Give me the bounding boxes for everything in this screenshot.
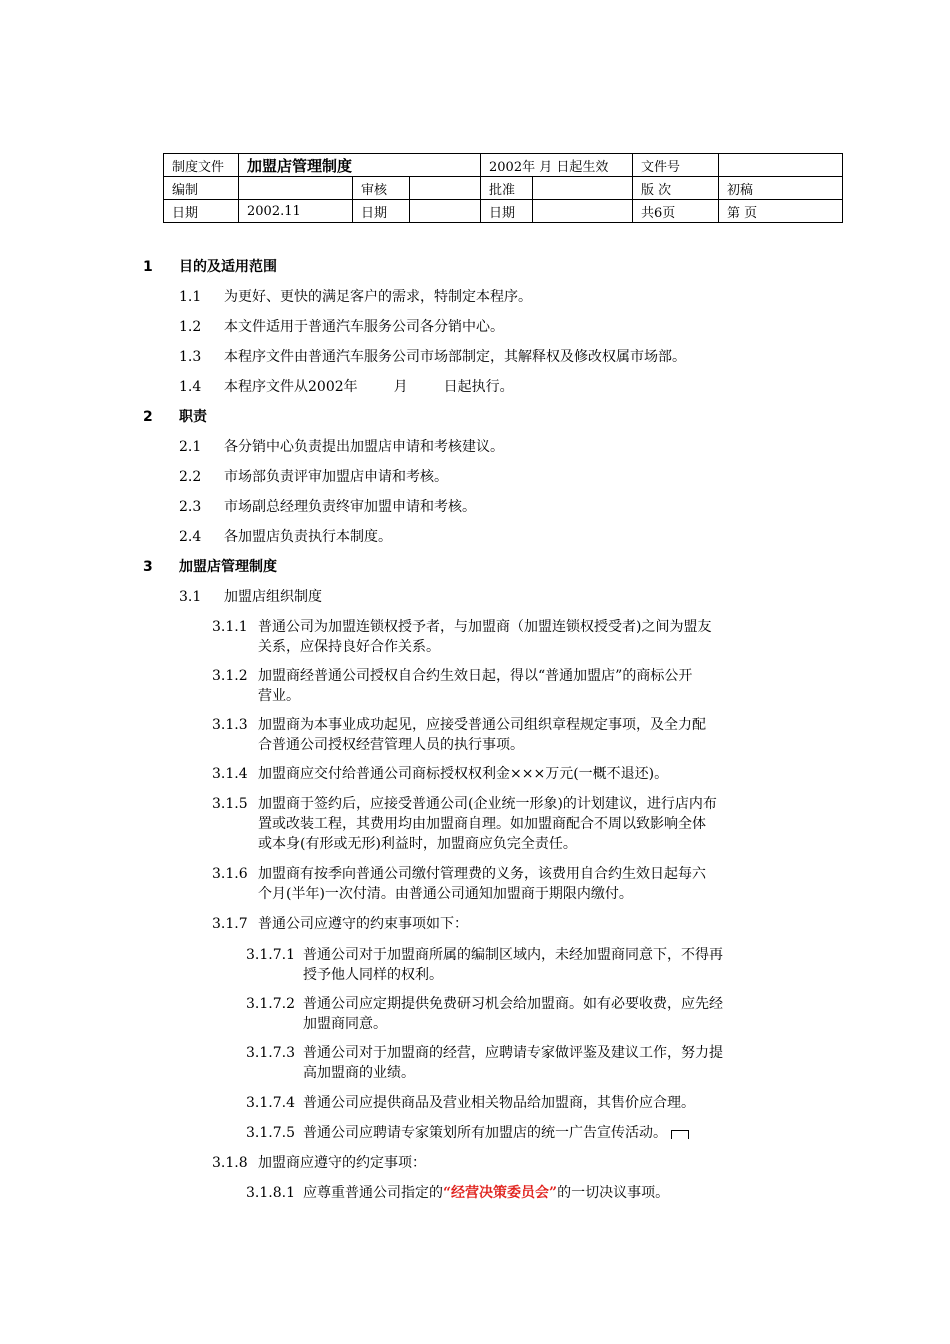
- clause-text: 市场部负责评审加盟店申请和考核。: [224, 469, 448, 485]
- cell-date-value-2: [410, 200, 481, 223]
- clause-number: 1.1: [179, 289, 202, 305]
- clause-text-line: 加盟商应交付给普通公司商标授权权利金×××万元(一概不退还)。: [258, 766, 669, 782]
- clause-text-line: 置或改装工程，其费用均由加盟商自理。如加盟商配合不周以致影响全体: [258, 816, 706, 832]
- clause-text-part: 月: [393, 379, 408, 395]
- clause-number: 3.1.8.1: [246, 1185, 295, 1201]
- clause-text-line: 普通公司应遵守的约束事项如下：: [258, 916, 468, 932]
- clause-number: 3.1.7.2: [246, 996, 295, 1012]
- cell-date-value-3: [533, 200, 633, 223]
- cell-compiled-label: 编制: [164, 177, 239, 200]
- clause-text-part: 普通公司应聘请专家策划所有加盟店的统一广告宣传活动。: [303, 1125, 667, 1141]
- clause-text-line: 加盟商有按季向普通公司缴付管理费的义务，该费用自合约生效日起每六: [258, 866, 706, 882]
- clause-text-part: 的一切决议事项。: [557, 1185, 670, 1201]
- cell-review-value: [410, 177, 481, 200]
- clause-text-part: 应尊重普通公司指定的: [303, 1185, 443, 1201]
- clause-text-line: 高加盟商的业绩。: [303, 1065, 415, 1081]
- edit-mark-icon: [671, 1130, 689, 1139]
- clause-text-line: 授予他人同样的权利。: [303, 967, 443, 983]
- clause-number: 3.1.7.3: [246, 1045, 295, 1061]
- cell-date-label-3: 日期: [481, 200, 533, 223]
- clause-text-line: 普通公司为加盟连锁权授予者，与加盟商（加盟连锁权授受者)之间为盟友: [258, 619, 712, 635]
- highlighted-term: “经营决策委员会”: [443, 1185, 558, 1201]
- clause-number: 3.1.6: [212, 866, 248, 882]
- clause-text: 本文件适用于普通汽车服务公司各分销中心。: [224, 319, 504, 335]
- clause-number: 3.1.5: [212, 796, 248, 812]
- clause-text: 各分销中心负责提出加盟店申请和考核建议。: [224, 439, 504, 455]
- cell-date-label-1: 日期: [164, 200, 239, 223]
- cell-doc-type-label: 制度文件: [164, 154, 239, 177]
- clause-text-line: 加盟商为本事业成功起见，应接受普通公司组织章程规定事项，及全力配: [258, 717, 706, 733]
- clause-text: 加盟店组织制度: [224, 589, 322, 605]
- clause-number: 3.1: [179, 589, 202, 605]
- clause-text-line: 关系，应保持良好合作关系。: [258, 639, 440, 655]
- clause-number: 1.2: [179, 319, 202, 335]
- cell-doc-title: 加盟店管理制度: [239, 154, 481, 177]
- clause-text-line: 营业。: [258, 688, 300, 704]
- clause-text-line: 个月(半年)一次付清。由普通公司通知加盟商于期限内缴付。: [258, 886, 633, 902]
- section-number: 3: [143, 559, 153, 575]
- section-title: 加盟店管理制度: [179, 559, 277, 575]
- document-header-table: [163, 153, 843, 223]
- clause-number: 2.3: [179, 499, 202, 515]
- clause-text-line: 普通公司对于加盟商所属的编制区域内，未经加盟商同意下，不得再: [303, 947, 723, 963]
- clause-text: 本程序文件由普通汽车服务公司市场部制定，其解释权及修改权属市场部。: [224, 349, 686, 365]
- clause-text: 为更好、更快的满足客户的需求，特制定本程序。: [224, 289, 532, 305]
- clause-text-part: 本程序文件从2002年: [224, 379, 358, 395]
- clause-text-line: 加盟商于签约后，应接受普通公司(企业统一形象)的计划建议，进行店内布: [258, 796, 717, 812]
- clause-text-line: 普通公司应定期提供免费研习机会给加盟商。如有必要收费，应先经: [303, 996, 723, 1012]
- clause-text-line: 加盟商应遵守的约定事项：: [258, 1155, 426, 1171]
- cell-file-no-value: [719, 154, 843, 177]
- clause-number: 2.2: [179, 469, 202, 485]
- cell-page-no: 第 页: [719, 200, 843, 223]
- clause-text-line: [303, 1183, 669, 1203]
- section-number: 2: [143, 409, 153, 425]
- clause-number: 1.4: [179, 379, 202, 395]
- clause-text: 各加盟店负责执行本制度。: [224, 529, 392, 545]
- clause-number: 3.1.4: [212, 766, 248, 782]
- clause-text-line: 加盟商经普通公司授权自合约生效日起，得以“普通加盟店”的商标公开: [258, 668, 693, 684]
- clause-text-line: [303, 1123, 689, 1143]
- clause-text-line: 加盟商同意。: [303, 1016, 387, 1032]
- clause-number: 3.1.1: [212, 619, 248, 635]
- clause-text-line: 或本身(有形或无形)利益时，加盟商应负完全责任。: [258, 836, 577, 852]
- clause-number: 2.1: [179, 439, 202, 455]
- cell-date-value-1: 2002.11: [239, 200, 353, 223]
- clause-number: 1.3: [179, 349, 202, 365]
- clause-text-line: 普通公司对于加盟商的经营，应聘请专家做评鉴及建议工作，努力提: [303, 1045, 723, 1061]
- cell-review-label: 审核: [353, 177, 410, 200]
- cell-file-no-label: 文件号: [633, 154, 719, 177]
- cell-total-pages: 共6页: [633, 200, 719, 223]
- clause-number: 3.1.2: [212, 668, 248, 684]
- cell-date-label-2: 日期: [353, 200, 410, 223]
- section-title: 职责: [179, 409, 207, 425]
- clause-text-line: 普通公司应提供商品及营业相关物品给加盟商，其售价应合理。: [303, 1095, 695, 1111]
- cell-compiled-value: [239, 177, 353, 200]
- cell-effective-date: 2002年 月 日起生效: [481, 154, 633, 177]
- clause-number: 3.1.3: [212, 717, 248, 733]
- clause-number: 3.1.7.4: [246, 1095, 295, 1111]
- clause-number: 3.1.7: [212, 916, 248, 932]
- clause-number: 2.4: [179, 529, 202, 545]
- cell-version-value: 初稿: [719, 177, 843, 200]
- section-number: 1: [143, 259, 153, 275]
- cell-approve-value: [533, 177, 633, 200]
- clause-number: 3.1.8: [212, 1155, 248, 1171]
- clause-number: 3.1.7.5: [246, 1125, 295, 1141]
- clause-text: [224, 377, 514, 397]
- clause-text: 市场副总经理负责终审加盟申请和考核。: [224, 499, 476, 515]
- clause-text-part: 日起执行。: [443, 379, 514, 395]
- cell-version-label: 版 次: [633, 177, 719, 200]
- clause-number: 3.1.7.1: [246, 947, 295, 963]
- section-title: 目的及适用范围: [179, 259, 277, 275]
- clause-text-line: 合普通公司授权经营管理人员的执行事项。: [258, 737, 524, 753]
- cell-approve-label: 批准: [481, 177, 533, 200]
